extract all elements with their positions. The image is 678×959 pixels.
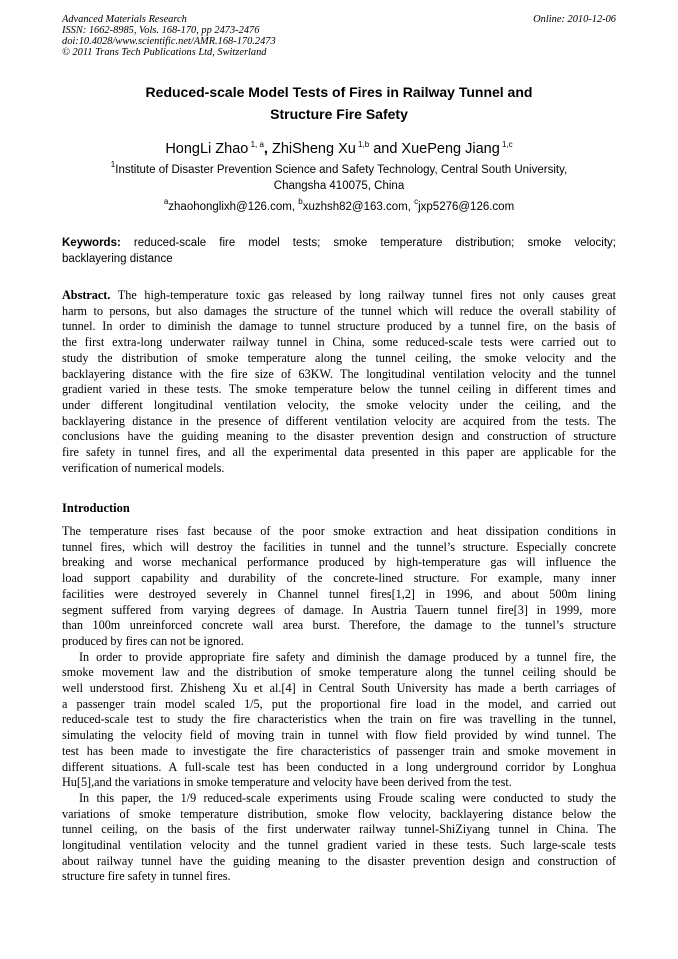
keywords-text-1: reduced-scale fire model tests; smoke temperature distribution; smoke velocity; bbox=[120, 237, 616, 249]
affiliation bbox=[62, 160, 616, 194]
intro-line: structure fire safety in tunnel fires. bbox=[62, 869, 231, 884]
keywords-line-1 bbox=[62, 236, 616, 252]
abstract-line: harm to persons, but also damages the structure of the tunnel which will reduce the overall stability of bbox=[62, 303, 616, 318]
intro-line: tunnel fires, which will destroy the facilities in tunnel and the tunnel’s structure. Especially concrete bbox=[62, 539, 616, 554]
journal-header bbox=[62, 14, 616, 58]
author-2-sup: 1,b bbox=[355, 140, 370, 149]
affiliation-sup: 1 bbox=[110, 160, 116, 169]
title-line-2: Structure Fire Safety bbox=[270, 106, 408, 122]
intro-line: a passenger train model scaled 1/5, put the proportional fire load in the model, and carried out bbox=[62, 696, 616, 711]
intro-line: produced by fires can not be ignored. bbox=[62, 633, 244, 648]
abstract-line: conclusions have the guiding meaning to the disaster prevention design and construction of structure bbox=[62, 429, 616, 444]
paper-title bbox=[62, 81, 616, 125]
intro-line: longitudinal ventilation velocity and the tunnel gradient varied in these tests. Such large-scale tests bbox=[62, 838, 616, 853]
intro-line: In order to provide appropriate fire safety and diminish the damage produced by a tunnel fire, the bbox=[79, 649, 616, 664]
intro-line: simulating the velocity field of moving train in tunnel with flow field provided by wind tunnel. The bbox=[62, 728, 616, 743]
intro-line: variations of smoke temperature distribution, smoke flow velocity, backlayering distance below the bbox=[62, 806, 616, 821]
intro-line: about railway tunnel have the guiding meaning to the disaster prevention design and construction of bbox=[62, 853, 616, 868]
abstract-line: fire safety in tunnel fires, and all the experimental data presented in this paper are applicable for the bbox=[62, 445, 616, 460]
abstract-label: Abstract. bbox=[62, 288, 111, 302]
intro-line: segment suffered from varying degrees of damage. In Austria Tauern tunnel fire[3] in 1999, more bbox=[62, 602, 616, 617]
introduction-body bbox=[62, 524, 616, 885]
email-b: xuzhsh82@163.com, bbox=[302, 201, 415, 213]
title-line-1: Reduced-scale Model Tests of Fires in Railway Tunnel and bbox=[145, 84, 533, 100]
email-c-sup: c bbox=[414, 197, 419, 206]
intro-line: In this paper, the 1/9 reduced-scale experiments using Froude scaling were conducted to study the bbox=[79, 790, 616, 805]
author-3-sup: 1,c bbox=[499, 140, 513, 149]
intro-line: smoke movement law and the distribution of smoke temperature along the tunnel ceiling should be bbox=[62, 665, 616, 680]
intro-line: test has been made to investigate the fire characteristics of passenger train and smoke movement in bbox=[62, 743, 616, 758]
author-3-name: and XuePeng Jiang bbox=[369, 141, 500, 157]
author-list bbox=[62, 140, 616, 158]
keywords-block bbox=[62, 236, 616, 267]
email-a: zhaohonglixh@126.com, bbox=[168, 201, 299, 213]
affiliation-text-1: Institute of Disaster Prevention Science and Safety Technology, Central South University, bbox=[115, 164, 568, 176]
intro-line: facilities were destroyed severely in Channel tunnel fires[1,2] in 1996, and about 500m lining bbox=[62, 586, 616, 601]
abstract-line: the first extra-long underwater railway tunnel in China, some reduced-scale tests were carried out to bbox=[62, 335, 616, 350]
abstract-first-text: The high-temperature toxic gas released by long railway tunnel fires not only causes great bbox=[110, 288, 616, 302]
email-c: jxp5276@126.com bbox=[418, 201, 515, 213]
doi-line: doi:10.4028/www.scientific.net/AMR.168-170.2473 bbox=[62, 36, 276, 47]
author-1-name: HongLi Zhao bbox=[165, 141, 249, 157]
online-date: Online: 2010-12-06 bbox=[533, 14, 616, 25]
author-1-sup: 1, a bbox=[248, 140, 264, 149]
author-separator: , bbox=[263, 141, 268, 157]
intro-line: Hu[5],and the variations in smoke temperature and velocity have been derived from the test. bbox=[62, 775, 512, 790]
intro-line: load support capability and durability of the concrete-lined structure. For example, many inner bbox=[62, 571, 616, 586]
author-emails bbox=[62, 197, 616, 215]
abstract-line bbox=[62, 288, 616, 304]
copyright-line: © 2011 Trans Tech Publications Ltd, Switzerland bbox=[62, 47, 267, 58]
email-a-sup: a bbox=[163, 197, 169, 206]
affiliation-line-1 bbox=[62, 160, 616, 179]
abstract-block bbox=[62, 288, 616, 476]
intro-line: The temperature rises fast because of the poor smoke extraction and heat dissipation conditions in bbox=[62, 524, 616, 538]
keywords-label: Keywords: bbox=[62, 237, 121, 249]
journal-name: Advanced Materials Research bbox=[62, 14, 187, 25]
abstract-line: study the distribution of smoke temperature along the tunnel ceiling, the smoke velocity and the bbox=[62, 350, 616, 365]
introduction-heading: Introduction bbox=[62, 501, 130, 515]
affiliation-line-2: Changsha 410075, China bbox=[273, 179, 405, 192]
abstract-line: backlayering distance with the fire size of 63KW. The longitudinal ventilation velocity and the tunnel bbox=[62, 366, 616, 381]
intro-line: well understood first. Zhisheng Xu et al.[4] in Central South University has made a berth carriages of bbox=[62, 681, 616, 696]
abstract-line: backlayering distance in the presence of different ventilation velocity are acquired from the tests. The bbox=[62, 413, 616, 428]
intro-line: reduced-scale test to study the fire characteristics when the train on fire was travelling in the tunnel, bbox=[62, 712, 616, 727]
abstract-line: gradient varied in these tests. The smoke temperature below the tunnel ceiling in different times and bbox=[62, 382, 616, 397]
intro-line: breaking and worse mechanical performance produced by high-temperature gas will influence the bbox=[62, 555, 616, 570]
intro-line: than 100m unreinforced concrete wall area burst. Therefore, the damage to the tunnel’s structure bbox=[62, 618, 616, 633]
intro-line: different situations. A full-scale test has been conducted in a long underground corridor by Longhua bbox=[62, 759, 616, 774]
keywords-line-2: backlayering distance bbox=[62, 252, 173, 265]
issn-line: ISSN: 1662-8985, Vols. 168-170, pp 2473-2476 bbox=[62, 25, 260, 36]
author-2-name: ZhiSheng Xu bbox=[267, 141, 356, 157]
intro-line: tunnel ceiling, on the basis of the first underwater railway tunnel-ShiZiyang tunnel in China. The bbox=[62, 822, 616, 837]
abstract-line: verification of numerical models. bbox=[62, 460, 225, 475]
email-b-sup: b bbox=[298, 197, 303, 206]
abstract-line: under different longitudinal ventilation velocity, the smoke velocity under the ceiling, and the bbox=[62, 397, 616, 412]
abstract-line: tunnel. In order to diminish the damage to tunnel structure produced by a tunnel fire, on the basis of bbox=[62, 319, 616, 334]
